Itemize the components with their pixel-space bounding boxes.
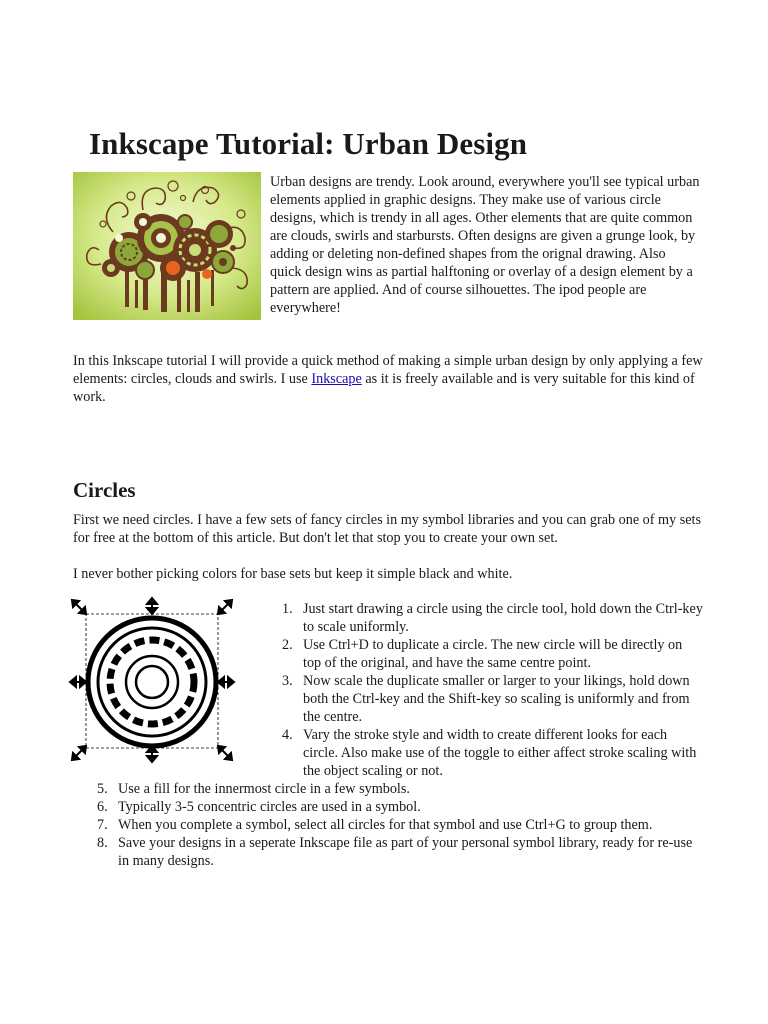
list-item [258, 636, 703, 672]
section-heading-circles: Circles [73, 478, 136, 502]
paragraph-text-before-link: In this Inkscape tutorial I will provide a quick method of making a simple urban design by only applying a few elements: circles, clouds and swirls. I use [73, 353, 703, 387]
circles-paragraph-2: I never bother picking colors for base sets but keep it simple black and white. [73, 566, 513, 582]
list-item [258, 672, 703, 726]
list-item-number: 6. [97, 799, 108, 815]
inkscape-link[interactable]: Inkscape [311, 371, 362, 387]
list-item-text: Now scale the duplicate smaller or larger to your likings, hold down both the Ctrl-key and the Shift-key so scaling is uniformly and from the centre. [303, 673, 690, 725]
list-item-number: 7. [97, 817, 108, 833]
list-item-number: 2. [282, 637, 293, 653]
list-item [73, 780, 703, 798]
page-title: Inkscape Tutorial: Urban Design [89, 126, 528, 161]
circle-steps-list [73, 600, 703, 870]
list-item [258, 600, 703, 636]
list-item [73, 798, 703, 816]
list-item-text: Use a fill for the innermost circle in a few symbols. [118, 781, 410, 797]
list-item-number: 1. [282, 601, 293, 617]
tutorial-intro-paragraph [73, 352, 703, 406]
list-item-text: Just start drawing a circle using the circle tool, hold down the Ctrl-key to scale uniformly. [303, 601, 703, 635]
list-item [73, 834, 703, 870]
list-item-number: 4. [282, 727, 293, 743]
list-item-number: 3. [282, 673, 293, 689]
list-item [73, 816, 703, 834]
list-item-text: Typically 3-5 concentric circles are used in a symbol. [118, 799, 421, 815]
list-item-text: Vary the stroke style and width to create different looks for each circle. Also make use of the toggle to either affect stroke scaling with the object scaling or not. [303, 727, 697, 779]
paragraph-text-after-link: as it is freely available and is very suitable for this kind of work. [73, 371, 695, 405]
list-item-text: Save your designs in a seperate Inkscape file as part of your personal symbol library, ready for re-use in many designs. [118, 835, 693, 869]
list-item-number: 8. [97, 835, 108, 851]
urban-design-illustration [73, 172, 261, 320]
list-item [258, 726, 703, 780]
list-item-text: Use Ctrl+D to duplicate a circle. The new circle will be directly on top of the original, and have the same centre point. [303, 637, 683, 671]
intro-paragraph: Urban designs are trendy. Look around, everywhere you'll see typical urban elements applied in graphic designs. They make use of various circle designs, which is trendy in all ages. Other elements that are quite common are clouds, swirls and starbursts. Often designs are given a grunge look, by adding or deleting non-defined shapes from the orignal drawing. Also quick design wins as partial halftoning or overlay of a design element by a pattern are applied. And of course silhouettes. The ipod people are everywhere! [270, 174, 700, 316]
list-item-text: When you complete a symbol, select all circles for that symbol and use Ctrl+G to group them. [118, 817, 653, 833]
circles-paragraph-1: First we need circles. I have a few sets of fancy circles in my symbol libraries and you can grab one of my sets for free at the bottom of this article. But don't let that stop you to create your own set. [73, 512, 701, 546]
list-item-number: 5. [97, 781, 108, 797]
